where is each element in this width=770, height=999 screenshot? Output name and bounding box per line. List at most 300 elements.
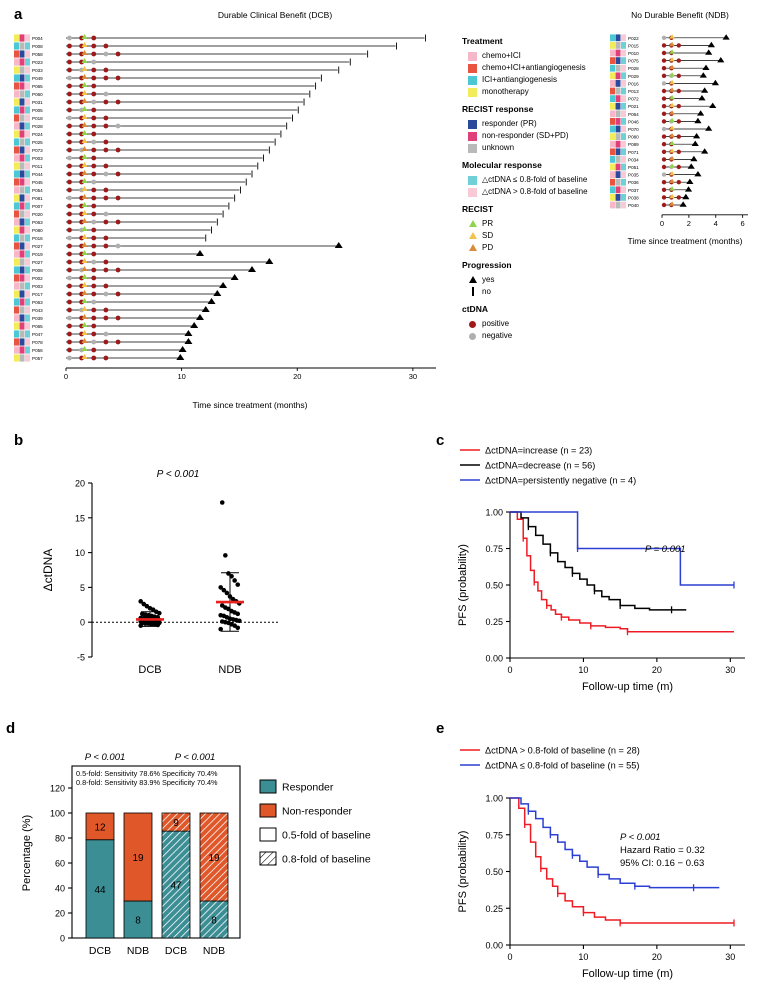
annotation-molecular-response	[25, 42, 30, 49]
progression-yes-marker	[694, 171, 701, 176]
annotation-treatment	[14, 330, 19, 337]
ctdna-marker	[91, 260, 96, 265]
annotation-recist-response	[616, 148, 621, 155]
ctdna-marker	[662, 81, 666, 85]
progression-yes-marker	[231, 274, 239, 280]
annotation-recist-response	[20, 210, 25, 217]
progression-yes-marker	[682, 194, 689, 199]
panel-c-km-curve	[510, 512, 686, 610]
annotation-treatment	[14, 202, 19, 209]
annotation-molecular-response	[25, 130, 30, 137]
legend-molecular-item	[462, 186, 612, 198]
legend-recist-response-item-swatch	[468, 120, 477, 129]
axis-tick-label: 60	[54, 858, 65, 869]
legend-treatment-item-swatch	[468, 76, 477, 85]
axis-tick-label: 1.00	[485, 507, 503, 518]
panel-letter-a: a	[14, 6, 23, 23]
data-point	[220, 603, 225, 608]
ctdna-marker	[662, 104, 666, 108]
legend-progression-item	[462, 274, 612, 286]
annotation-treatment	[14, 122, 19, 129]
progression-yes-marker	[184, 338, 192, 344]
ctdna-marker	[67, 124, 72, 129]
patient-id-label: P065	[32, 324, 43, 329]
ctdna-marker	[103, 92, 108, 97]
ctdna-marker	[67, 140, 72, 145]
annotation-treatment	[14, 274, 19, 281]
patient-id-label: P019	[32, 252, 43, 257]
annotation-recist-response	[20, 242, 25, 249]
annotation-molecular-response	[25, 122, 30, 129]
ctdna-marker	[91, 52, 96, 57]
ctdna-marker	[662, 172, 666, 176]
ctdna-marker	[67, 76, 72, 81]
legend-ctdna-item	[462, 330, 612, 342]
ctdna-marker	[91, 188, 96, 193]
ctdna-marker	[677, 58, 681, 62]
ctdna-marker	[67, 196, 72, 201]
patient-id-label: P081	[32, 196, 43, 201]
progression-yes-marker	[196, 314, 204, 320]
ctdna-marker	[67, 92, 72, 97]
ctdna-marker	[662, 165, 666, 169]
annotation-molecular-response	[25, 282, 30, 289]
panel-c-km-curve	[510, 512, 734, 585]
annotation-treatment	[14, 98, 19, 105]
ctdna-marker	[677, 89, 681, 93]
annotation-molecular-response	[25, 58, 30, 65]
axis-tick-label: 10	[578, 665, 589, 675]
annotation-molecular-response	[25, 202, 30, 209]
annotation-molecular-response	[25, 194, 30, 201]
ctdna-marker	[103, 308, 108, 313]
axis-tick-label: 0	[507, 665, 513, 675]
dcb-plot-canvas	[14, 30, 454, 410]
ctdna-marker	[91, 292, 96, 297]
data-point	[138, 599, 143, 604]
ctdna-marker	[662, 36, 666, 40]
panel-a-legend	[462, 36, 612, 406]
axis-tick-label: 100	[49, 808, 65, 819]
panel-letter-c: c	[436, 432, 445, 449]
axis-tick-label: 30	[408, 372, 418, 381]
legend-molecular-item-swatch	[468, 188, 477, 197]
y-axis-label: PFS (probability)	[457, 544, 469, 626]
annotation-recist-response	[20, 194, 25, 201]
ctdna-marker	[67, 324, 72, 329]
ctdna-marker	[91, 156, 96, 161]
progression-yes-marker	[184, 330, 192, 336]
annotation-molecular-response	[25, 162, 30, 169]
annotation-treatment	[14, 90, 19, 97]
patient-id-label: P027	[32, 244, 43, 249]
panel-e-stats-line: P < 0.001	[620, 832, 661, 843]
annotation-molecular-response	[621, 126, 626, 133]
ctdna-marker	[91, 132, 96, 137]
progression-yes-marker	[202, 306, 210, 312]
ctdna-marker	[662, 157, 666, 161]
x-axis-label: Follow-up time (m)	[581, 968, 674, 980]
annotation-recist-response	[20, 178, 25, 185]
ctdna-marker	[67, 164, 72, 169]
ctdna-marker	[116, 268, 121, 273]
annotation-recist-response	[616, 34, 621, 41]
legend-label: 0.5-fold of baseline	[282, 829, 371, 842]
legend-molecular-item	[462, 174, 612, 186]
patient-id-label: P058	[32, 52, 43, 57]
annotation-molecular-response	[25, 178, 30, 185]
annotation-recist-response	[616, 65, 621, 72]
ctdna-marker	[103, 316, 108, 321]
ctdna-marker	[103, 332, 108, 337]
annotation-recist-response	[20, 162, 25, 169]
annotation-molecular-response	[25, 250, 30, 257]
p-value-label: P < 0.001	[174, 752, 216, 763]
legend-progression-item-label: yes	[482, 275, 495, 284]
patient-id-label: P080	[628, 134, 639, 140]
axis-tick-label: 0.75	[485, 830, 503, 841]
annotation-treatment	[14, 154, 19, 161]
ctdna-marker	[91, 228, 96, 233]
progression-yes-marker	[697, 110, 704, 115]
legend-treatment-item-label: chemo+ICI+antiangiogenesis	[482, 63, 586, 72]
axis-tick-label: 0.25	[485, 903, 503, 914]
data-point	[218, 613, 223, 618]
patient-id-label: P040	[628, 203, 639, 208]
progression-yes-marker	[248, 266, 256, 272]
ctdna-marker	[103, 140, 108, 145]
ctdna-marker	[67, 236, 72, 241]
annotation-recist-response	[20, 202, 25, 209]
axis-tick-label: 40	[54, 883, 65, 894]
ctdna-marker	[103, 44, 108, 49]
ctdna-marker	[67, 52, 72, 57]
ctdna-marker	[91, 348, 96, 353]
legend-swatch	[260, 852, 276, 865]
annotation-recist-response	[20, 106, 25, 113]
ctdna-marker	[103, 268, 108, 273]
axis-tick-label: 10	[578, 952, 589, 962]
annotation-molecular-response	[621, 171, 626, 178]
patient-id-label: P021	[628, 104, 639, 110]
bar-value-non-responder: 19	[208, 853, 220, 864]
ctdna-marker	[91, 148, 96, 153]
ctdna-marker	[662, 74, 666, 78]
legend-progression-item-swatch	[469, 276, 477, 283]
legend-recist-item-label: SD	[482, 231, 494, 240]
data-point	[218, 627, 223, 632]
legend-recist-item-swatch	[469, 220, 477, 227]
progression-yes-marker	[176, 354, 184, 360]
ctdna-marker	[116, 76, 121, 81]
ctdna-marker	[662, 150, 666, 154]
annotation-recist-response	[616, 80, 621, 87]
legend-recist-response-item	[462, 118, 612, 130]
ctdna-marker	[91, 68, 96, 73]
ctdna-marker	[91, 180, 96, 185]
patient-id-label: P008	[32, 44, 43, 49]
axis-tick-label: 1.00	[485, 793, 503, 804]
ctdna-marker	[67, 204, 72, 209]
annotation-treatment	[14, 218, 19, 225]
patient-id-label: P031	[32, 100, 43, 105]
annotation-treatment	[14, 322, 19, 329]
ctdna-marker	[67, 180, 72, 185]
ctdna-marker	[91, 172, 96, 177]
ctdna-marker	[91, 308, 96, 313]
legend-ctdna-item-label: positive	[482, 319, 510, 328]
axis-tick-label: 30	[725, 665, 736, 675]
axis-tick-label: 0	[659, 218, 665, 228]
axis-tick-label: 20	[293, 372, 302, 381]
patient-id-label: P039	[32, 316, 43, 321]
annotation-recist-response	[20, 298, 25, 305]
axis-tick-label: 10	[177, 372, 186, 381]
panel-e-legend-label: ΔctDNA > 0.8-fold of baseline (n = 28)	[485, 745, 640, 756]
legend-ctdna-item	[462, 318, 612, 330]
ctdna-marker	[91, 44, 96, 49]
patient-id-label: P003	[32, 284, 43, 289]
axis-tick-label: 0	[79, 617, 85, 628]
legend-treatment-item-swatch	[468, 64, 477, 73]
patient-id-label: P072	[628, 96, 639, 102]
patient-id-label: P063	[32, 300, 43, 305]
annotation-molecular-response	[621, 110, 626, 117]
ctdna-marker	[662, 134, 666, 138]
annotation-recist-response	[20, 346, 25, 353]
axis-tick-label: 20	[74, 478, 85, 489]
patient-id-label: P028	[628, 66, 639, 72]
progression-yes-marker	[705, 49, 712, 54]
axis-tick-label: 80	[54, 833, 65, 844]
patient-id-label: P023	[32, 60, 43, 65]
ctdna-marker	[103, 292, 108, 297]
axis-tick-label: 10	[74, 548, 85, 559]
ctdna-marker	[662, 51, 666, 55]
annotation-molecular-response	[25, 330, 30, 337]
ctdna-marker	[91, 220, 96, 225]
annotation-molecular-response	[621, 141, 626, 148]
patient-id-label: P073	[32, 148, 43, 153]
progression-yes-marker	[717, 57, 724, 62]
axis-tick-label: 4	[713, 218, 718, 228]
patient-id-label: P013	[628, 89, 639, 94]
annotation-molecular-response	[25, 298, 30, 305]
panel-e-km-curve	[440, 740, 765, 990]
ctdna-marker	[116, 340, 121, 345]
progression-yes-marker	[709, 103, 716, 108]
legend-label: Responder	[282, 781, 334, 794]
patient-id-label: P060	[32, 92, 43, 97]
annotation-recist-response	[20, 322, 25, 329]
ctdna-marker	[662, 127, 666, 131]
ndb-title: No Durable Benefit (NDB)	[631, 10, 729, 20]
annotation-treatment	[14, 162, 19, 169]
annotation-recist-response	[20, 354, 25, 361]
panel-e-stats-line: Hazard Ratio = 0.32	[620, 845, 705, 856]
panel-c-stats-line: P = 0.001	[645, 544, 686, 555]
annotation-recist-response	[20, 50, 25, 57]
annotation-molecular-response	[25, 82, 30, 89]
ctdna-marker	[91, 92, 96, 97]
legend-swatch	[260, 804, 276, 817]
annotation-recist-response	[20, 98, 25, 105]
legend-swatch	[260, 828, 276, 841]
annotation-recist-response	[20, 258, 25, 265]
axis-tick-label: 0	[59, 933, 65, 944]
legend-recist-response-item-swatch	[468, 132, 477, 141]
ctdna-marker	[103, 164, 108, 169]
ctdna-marker	[67, 188, 72, 193]
ctdna-marker	[67, 212, 72, 217]
ctdna-marker	[677, 74, 681, 78]
data-point	[140, 612, 145, 617]
annotation-molecular-response	[25, 242, 30, 249]
ctdna-marker	[103, 116, 108, 121]
axis-tick-label: -5	[76, 652, 85, 663]
progression-yes-marker	[335, 242, 343, 248]
ctdna-marker	[91, 60, 96, 65]
ctdna-marker	[662, 119, 666, 123]
patient-id-label: P036	[628, 180, 639, 186]
ctdna-marker	[662, 142, 666, 146]
legend-treatment-item-label: chemo+ICI	[482, 51, 521, 60]
axis-tick-label: 15	[74, 513, 85, 524]
ctdna-marker	[103, 356, 108, 361]
patient-id-label: P057	[32, 356, 43, 361]
panel-c-canvas	[440, 440, 765, 705]
annotation-molecular-response	[621, 179, 626, 186]
ctdna-marker	[116, 52, 121, 57]
legend-progression-title: Progression	[462, 260, 512, 270]
ctdna-marker	[91, 196, 96, 201]
ctdna-marker	[91, 316, 96, 321]
annotation-recist-response	[616, 202, 621, 209]
bar-value-responder: 8	[135, 915, 141, 927]
ctdna-marker	[662, 96, 666, 100]
ctdna-marker	[662, 203, 666, 207]
annotation-recist-response	[20, 130, 25, 137]
axis-tick-label: 0.00	[485, 940, 503, 951]
progression-yes-marker	[705, 125, 712, 130]
progression-yes-marker	[693, 133, 700, 138]
ctdna-marker	[91, 36, 96, 41]
legend-treatment-title: Treatment	[462, 36, 503, 46]
axis-tick-label: 30	[725, 952, 736, 962]
annotation-recist-response	[616, 126, 621, 133]
patient-id-label: P080	[32, 228, 43, 233]
annotation-recist-response	[20, 186, 25, 193]
progression-yes-marker	[265, 258, 273, 264]
legend-recist-item-label: PD	[482, 243, 494, 252]
ctdna-marker	[662, 180, 666, 184]
annotation-treatment	[14, 50, 19, 57]
annotation-treatment	[14, 42, 19, 49]
ctdna-marker	[91, 324, 96, 329]
ctdna-marker	[67, 316, 72, 321]
x-axis-label: Follow-up time (m)	[581, 681, 674, 693]
annotation-molecular-response	[25, 106, 30, 113]
annotation-molecular-response	[25, 306, 30, 313]
legend-recist-response-title: RECIST response	[462, 104, 534, 114]
ctdna-marker	[677, 104, 681, 108]
bar-value-non-responder: 12	[94, 822, 106, 834]
annotation-molecular-response	[25, 146, 30, 153]
annotation-molecular-response	[621, 57, 626, 64]
patient-id-label: P006	[32, 268, 43, 273]
patient-id-label: P071	[628, 149, 639, 155]
annotation-molecular-response	[25, 186, 30, 193]
annotation-recist-response	[20, 338, 25, 345]
panel-letter-b: b	[14, 432, 24, 449]
annotation-recist-response	[616, 171, 621, 178]
patient-id-label: P028	[32, 124, 43, 129]
progression-yes-marker	[700, 72, 707, 77]
legend-ctdna-item-swatch	[469, 333, 476, 340]
ctdna-marker	[116, 100, 121, 105]
y-axis-label: PFS (probability)	[457, 830, 469, 913]
ctdna-marker	[67, 300, 72, 305]
annotation-treatment	[14, 266, 19, 273]
ctdna-marker	[662, 89, 666, 93]
annotation-recist-response	[20, 226, 25, 233]
progression-yes-marker	[196, 250, 204, 256]
patient-id-label: P007	[32, 204, 43, 209]
legend-molecular-item-label: △ctDNA > 0.8-fold of baseline	[482, 187, 588, 196]
data-point	[228, 594, 233, 599]
ctdna-marker	[91, 100, 96, 105]
annotation-recist-response	[20, 218, 25, 225]
annotation-recist-response	[20, 90, 25, 97]
annotation-molecular-response	[621, 156, 626, 163]
annotation-molecular-response	[25, 90, 30, 97]
patient-id-label: P051	[628, 165, 639, 170]
annotation-molecular-response	[621, 103, 626, 110]
annotation-recist-response	[616, 110, 621, 117]
dcb-swimmer-plot	[14, 30, 454, 410]
legend-molecular-item-label: △ctDNA ≤ 0.8-fold of baseline	[482, 175, 588, 184]
ctdna-marker	[67, 244, 72, 249]
patient-id-label: P043	[32, 308, 43, 313]
data-point	[232, 578, 237, 583]
ctdna-marker	[662, 188, 666, 192]
legend-molecular-item-swatch	[468, 176, 477, 185]
legend-molecular-title: Molecular response	[462, 160, 542, 170]
legend-ctdna-title: ctDNA	[462, 304, 488, 314]
annotation-recist-response	[616, 164, 621, 171]
bar-value-non-responder: 19	[132, 853, 144, 864]
category-label: DCB	[138, 664, 162, 676]
panel-c-km-curve	[510, 512, 734, 632]
ctdna-marker	[677, 150, 681, 154]
ctdna-marker	[67, 148, 72, 153]
ctdna-marker	[116, 220, 121, 225]
data-point	[223, 553, 228, 558]
patient-id-label: P037	[628, 187, 639, 193]
annotation-molecular-response	[621, 186, 626, 193]
axis-tick-label: 0.50	[485, 580, 503, 591]
progression-yes-marker	[690, 156, 697, 161]
annotation-treatment	[14, 226, 19, 233]
annotation-treatment	[14, 298, 19, 305]
annotation-treatment	[14, 250, 19, 257]
progression-yes-marker	[219, 282, 227, 288]
annotation-molecular-response	[25, 266, 30, 273]
legend-treatment-item	[462, 62, 612, 74]
ctdna-marker	[67, 84, 72, 89]
ctdna-marker	[67, 292, 72, 297]
annotation-treatment	[14, 338, 19, 345]
